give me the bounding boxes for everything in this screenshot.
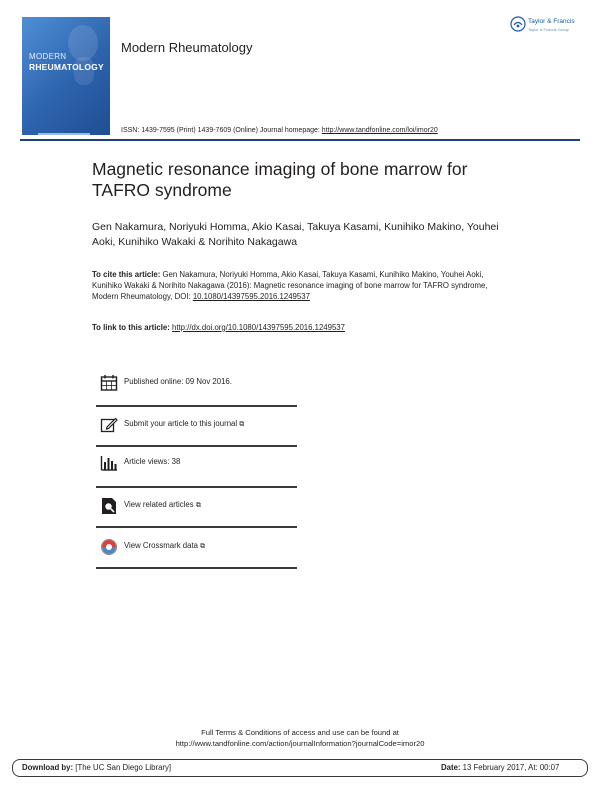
citation-text: Gen Nakamura, Noriyuki Homma, Akio Kasai, Takuya Kasami, Kunihiko Makino, Youhei Aoki, Kunihiko Wakaki & Norihito Nakagawa (2016): Magnetic resonance imaging of bone marrow for TAFRO syndrome, Modern Rheumatology, DOI: (92, 270, 488, 302)
edit-icon (100, 416, 118, 434)
article-doi-url[interactable]: http://dx.doi.org/10.1080/14397595.2016.1249537 (172, 323, 345, 332)
submit-article-item[interactable] (96, 403, 297, 445)
publisher-logo[interactable] (510, 16, 582, 36)
cover-fine-print (38, 133, 90, 135)
downloaded-by-label: Download by: (22, 763, 74, 772)
crossmark-link[interactable] (124, 541, 205, 551)
crossmark-item[interactable] (96, 525, 297, 567)
related-articles-item[interactable] (96, 484, 297, 526)
article-views-text: Article views: 38 (124, 457, 181, 466)
journal-homepage-link[interactable]: http://www.tandfonline.com/loi/imor20 (321, 127, 438, 134)
submit-article-text: Submit your article to this journal (124, 419, 238, 428)
crossmark-icon (100, 538, 118, 556)
meta-divider (96, 567, 297, 569)
crossmark-text: View Crossmark data (124, 541, 198, 550)
issn-line (121, 127, 438, 134)
download-date-label: Date: (441, 763, 461, 772)
header-divider (20, 139, 580, 141)
journal-cover-image (22, 17, 110, 135)
terms-url[interactable]: http://www.tandfonline.com/action/journalInformation?journalCode=imor20 (175, 739, 425, 748)
article-link-row (92, 323, 345, 332)
external-link-icon: ⧉ (239, 421, 245, 428)
related-articles-icon (100, 497, 118, 515)
article-title: Magnetic resonance imaging of bone marrow for TAFRO syndrome (92, 159, 468, 200)
cover-title-line2: RHEUMATOLOGY (29, 62, 104, 72)
journal-title: Modern Rheumatology (121, 40, 253, 55)
cover-decoration (68, 25, 98, 61)
related-articles-text: View related articles (124, 500, 194, 509)
bar-chart-icon (100, 454, 118, 472)
published-online-text: Published online: 09 Nov 2016. (124, 377, 232, 386)
issn-text: ISSN: 1439-7595 (Print) 1439-7609 (Online) Journal homepage: (121, 127, 322, 134)
external-link-icon: ⧉ (195, 502, 201, 509)
publisher-logo-name: Taylor & Francis (528, 18, 575, 25)
download-date-value: 13 February 2017, At: 00:07 (460, 763, 560, 772)
external-link-icon: ⧉ (200, 543, 206, 550)
publisher-logo-icon (510, 16, 526, 32)
submit-article-link[interactable] (124, 419, 244, 429)
cover-title-line1: MODERN (29, 52, 67, 61)
published-online-item (96, 361, 297, 403)
citation-label: To cite this article: (92, 270, 163, 279)
publisher-logo-group: Taylor & Francis Group (528, 27, 569, 32)
related-articles-link[interactable] (124, 500, 201, 510)
downloaded-by-value: [The UC San Diego Library] (73, 763, 172, 772)
article-link-label: To link to this article: (92, 323, 172, 332)
calendar-icon (100, 374, 118, 392)
terms-line1: Full Terms & Conditions of access and use can be found at (201, 728, 399, 737)
citation-doi-link[interactable]: 10.1080/14397595.2016.1249537 (192, 292, 310, 302)
article-authors: Gen Nakamura, Noriyuki Homma, Akio Kasai, Takuya Kasami, Kunihiko Makino, Youhei Aoki, Kunihiko Wakaki & Norihito Nakagawa (92, 221, 499, 248)
article-views-item (96, 441, 297, 483)
download-date (441, 763, 559, 772)
downloaded-by (22, 763, 171, 772)
citation-block (92, 269, 492, 303)
